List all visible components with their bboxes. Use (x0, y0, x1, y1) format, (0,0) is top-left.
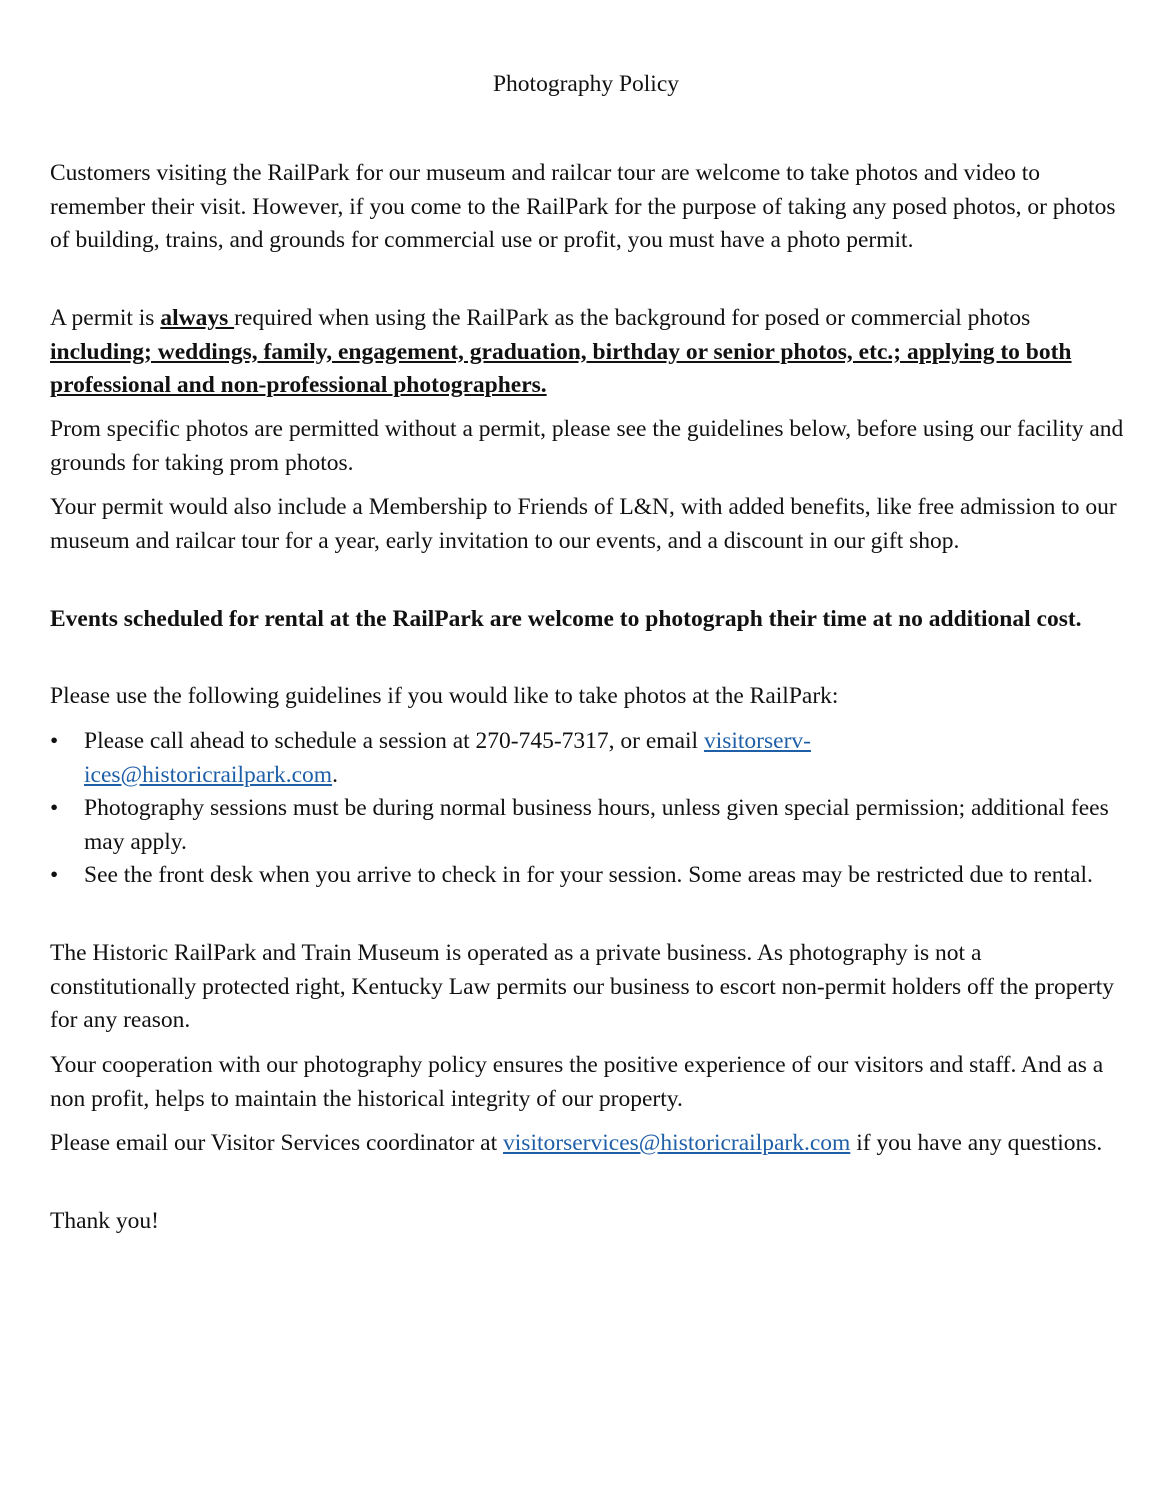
permit-text-start: A permit is (50, 305, 161, 331)
list-item (50, 792, 1130, 859)
email-link-part1[interactable]: visitorserv- (703, 728, 811, 754)
closing-thanks: Thank you! (50, 1208, 159, 1234)
guideline-text: See the front desk when you arrive to check in for your session. Some areas may be restricted due to rental. (84, 862, 1093, 888)
contact-text-start: Please email our Visitor Services coordinator at (50, 1130, 504, 1156)
guidelines-list (50, 725, 1130, 893)
permit-required-paragraph (50, 302, 1130, 403)
bullet-icon: • (50, 728, 59, 754)
membership-paragraph: Your permit would also include a Membership to Friends of L&N, with added benefits, like free admission to our museum and railcar tour for a year, early invitation to our events, and a discount in our gift shop. (50, 494, 1117, 554)
bullet-icon: • (50, 795, 59, 821)
guideline-text: Photography sessions must be during normal business hours, unless given special permission; additional fees may apply. (84, 795, 1109, 855)
contact-text-end: if you have any questions. (850, 1130, 1103, 1156)
visitor-services-email-link[interactable]: visitorservices@historicrailpark.com (503, 1130, 851, 1156)
document-title: Photography Policy (492, 71, 680, 97)
events-rental-paragraph: Events scheduled for rental at the RailPark are welcome to photograph their time at no additional cost. (50, 606, 1082, 632)
always-emphasis: always (160, 305, 235, 331)
list-item (50, 859, 1130, 893)
email-link-part2[interactable]: ices@historicrailpark.com (84, 761, 333, 788)
bullet-icon: • (50, 862, 59, 888)
guideline-tail: . (332, 761, 338, 788)
prom-paragraph: Prom specific photos are permitted without a permit, please see the guidelines below, before using our facility and grounds for taking prom photos. (50, 416, 1124, 476)
guideline-text: Please call ahead to schedule a session at 270-745-7317, or email (84, 728, 704, 754)
list-item (50, 725, 1130, 792)
contact-paragraph (50, 1127, 1130, 1161)
permit-scope-emphasis: including; weddings, family, engagement, graduation, birthday or senior photos, etc.; applying to both professional and non-professional photographers. (50, 338, 1072, 398)
private-business-paragraph: The Historic RailPark and Train Museum is operated as a private business. As photography is not a constitutionally protected right, Kentucky Law permits our business to escort non-permit holders off the property for any reason. (50, 940, 1115, 1033)
permit-text-middle: required when using the RailPark as the background for posed or commercial photos (234, 305, 1031, 331)
cooperation-paragraph: Your cooperation with our photography policy ensures the positive experience of our visitors and staff. And as a non profit, helps to maintain the historical integrity of our property. (50, 1052, 1104, 1112)
intro-paragraph: Customers visiting the RailPark for our museum and railcar tour are welcome to take photos and video to remember their visit. However, if you come to the RailPark for the purpose of taking any posed photos, or photos of building, trains, and grounds for commercial use or profit, you must have a photo permit. (50, 160, 1116, 253)
guidelines-intro: Please use the following guidelines if you would like to take photos at the RailPark: (50, 683, 839, 709)
